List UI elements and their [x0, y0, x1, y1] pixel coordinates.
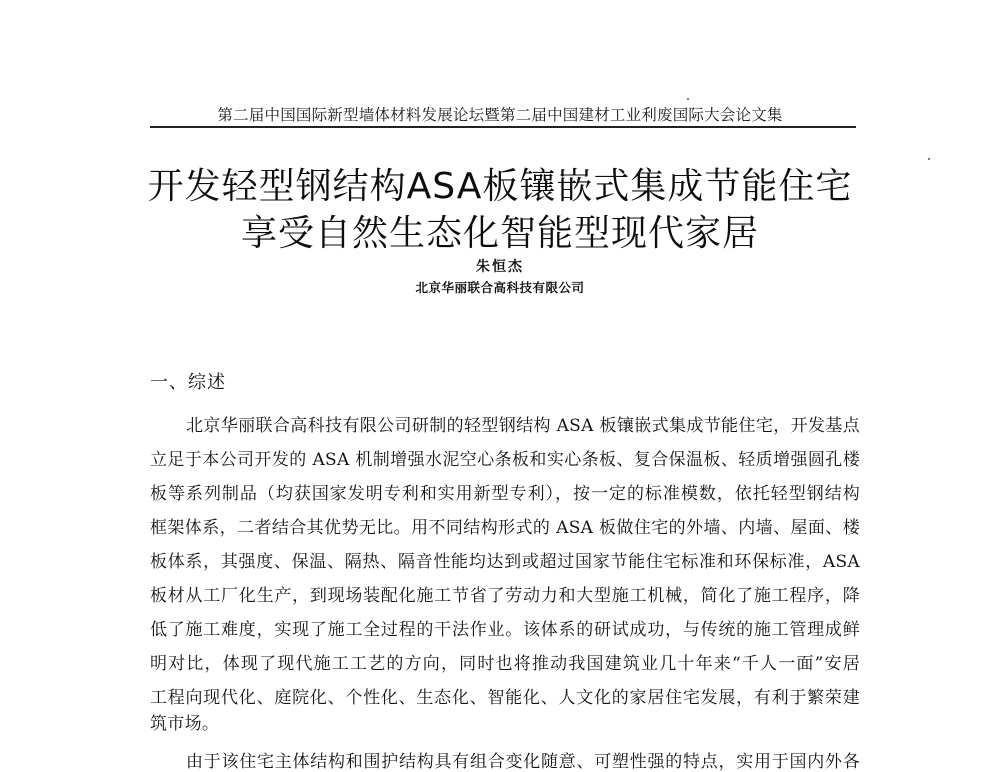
paragraph-line: 低了施工难度，实现了施工全过程的干法作业。该体系的研试成功，与传统的施工管理成鲜: [150, 620, 860, 640]
paragraph-line: 北京华丽联合高科技有限公司研制的轻型钢结构 ASA 板镶嵌式集成节能住宅，开发基点: [186, 416, 860, 436]
paragraph-line: 工程向现代化、庭院化、个性化、生态化、智能化、人文化的家居住宅发展，有利于繁荣建: [150, 688, 860, 708]
paragraph-line: 板体系，其强度、保温、隔热、隔音性能均达到或超过国家节能住宅标准和环保标准，ASA: [150, 552, 860, 572]
header-rule: [150, 126, 856, 128]
section-heading: 一、综述: [150, 372, 226, 393]
paragraph-line: 板等系列制品（均获国家发明专利和实用新型专利），按一定的标准模数，依托轻型钢结构: [150, 484, 860, 504]
article-title-line-2: 享受自然生态化智能型现代家居: [240, 213, 759, 254]
running-header: 第二届中国国际新型墙体材料发展论坛暨第二届中国建材工业利废国际大会论文集: [217, 106, 783, 124]
scan-speck: [928, 158, 930, 160]
paragraph-line: 筑市场。: [150, 714, 220, 734]
paragraph-line: 板材从工厂化生产，到现场装配化施工节省了劳动力和大型施工机械，简化了施工程序，降: [150, 586, 860, 606]
author-name: 朱恒杰: [476, 259, 524, 275]
paragraph-line: 由于该住宅主体结构和围护结构具有组合变化随意、可塑性强的特点，实用于国内外各: [186, 752, 860, 772]
scan-speck: [687, 98, 689, 100]
author-affiliation: 北京华丽联合高科技有限公司: [415, 280, 585, 295]
paragraph-line: 立足于本公司开发的 ASA 机制增强水泥空心条板和实心条板、复合保温板、轻质增强圆孔楼: [150, 450, 860, 470]
paragraph-line: 明对比，体现了现代施工工艺的方向，同时也将推动我国建筑业几十年来“千人一面”安居: [150, 654, 860, 674]
article-title-line-1: 开发轻型钢结构ASA板镶嵌式集成节能住宅: [147, 166, 853, 207]
paragraph-line: 框架体系，二者结合其优势无比。用不同结构形式的 ASA 板做住宅的外墙、内墙、屋面、楼: [150, 518, 860, 538]
